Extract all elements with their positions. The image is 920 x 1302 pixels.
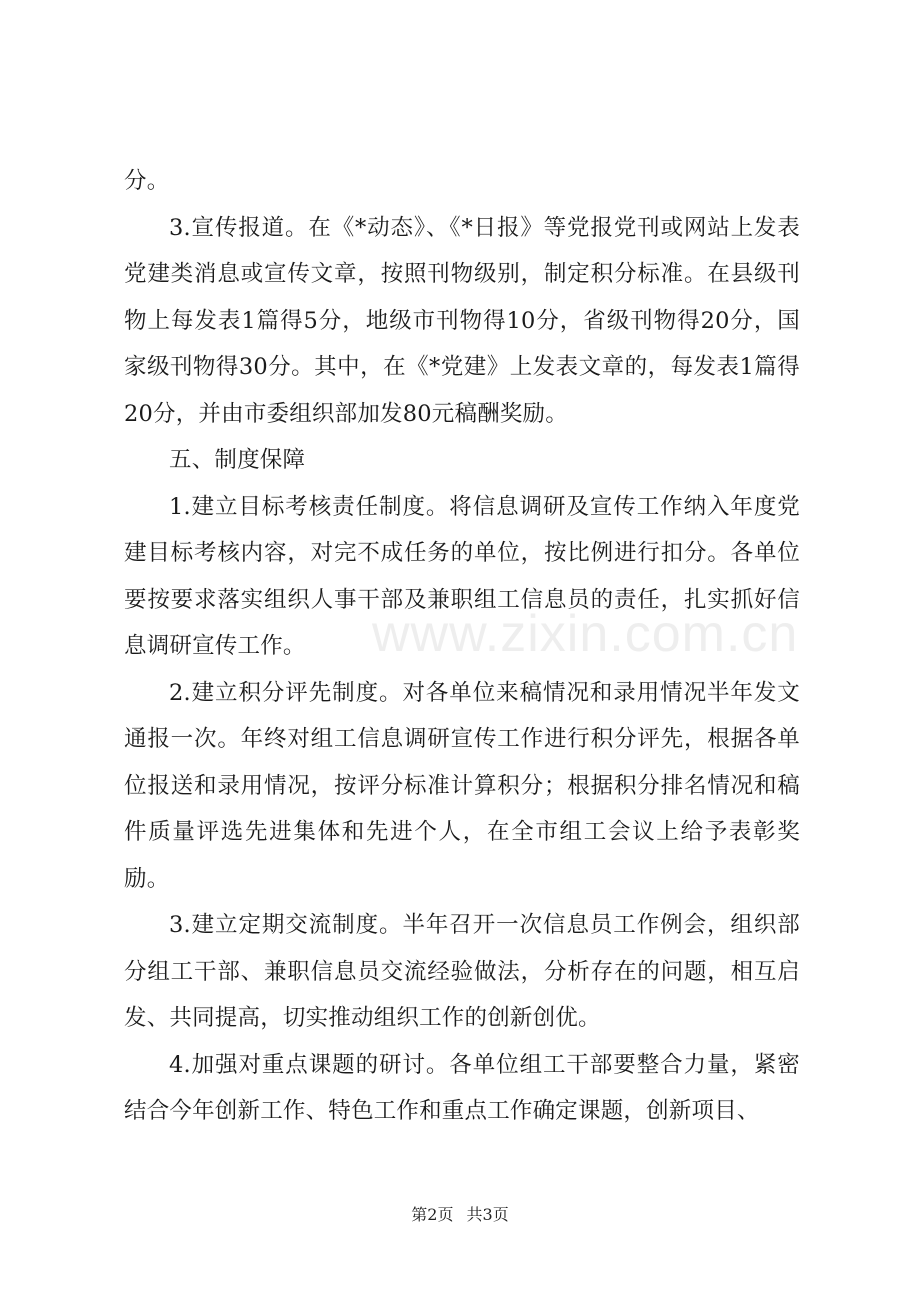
paragraph: 3.建立定期交流制度。半年召开一次信息员工作例会，组织部分组工干部、兼职信息员交流经验做法，分析存在的问题，相互启发、共同提高，切实推动组织工作的创新创优。 — [124, 912, 800, 1031]
page-number: 第2页 — [411, 1205, 454, 1224]
paragraph: 4.加强对重点课题的研讨。各单位组工干部要整合力量，紧密结合今年创新工作、特色工作和重点工作确定课题，创新项目、 — [124, 1051, 800, 1124]
paragraph: 1.建立目标考核责任制度。将信息调研及宣传工作纳入年度党建目标考核内容，对完不成任务的单位，按比例进行扣分。各单位要按要求落实组织人事干部及兼职组工信息员的责任，扎实抓好信息调研宣传工作。 — [124, 493, 800, 659]
paragraph: 3.宣传报道。在《*动态》、《*日报》等党报党刊或网站上发表党建类消息或宣传文章，按照刊物级别，制定积分标准。在县级刊物上每发表1篇得5分，地级市刊物得10分，省级刊物得20分，国家级刊物得30分。其中，在《*党建》上发表文章的，每发表1篇得20分，并由市委组织部加发80元稿酬奖励。 — [124, 214, 800, 427]
watermark: www.zixin.com.cn — [372, 605, 799, 663]
page-footer — [0, 1202, 920, 1225]
paragraph: 分。 — [124, 168, 170, 194]
paragraph: 2.建立积分评先制度。对各单位来稿情况和录用情况半年发文通报一次。年终对组工信息调研宣传工作进行积分评先，根据各单位报送和录用情况，按评分标准计算积分；根据积分排名情况和稿件质量评选先进集体和先进个人，在全市组工会议上给予表彰奖励。 — [124, 679, 800, 892]
section-heading: 五、制度保障 — [169, 447, 306, 473]
document-body — [124, 158, 800, 1135]
page-total: 共3页 — [466, 1205, 509, 1224]
